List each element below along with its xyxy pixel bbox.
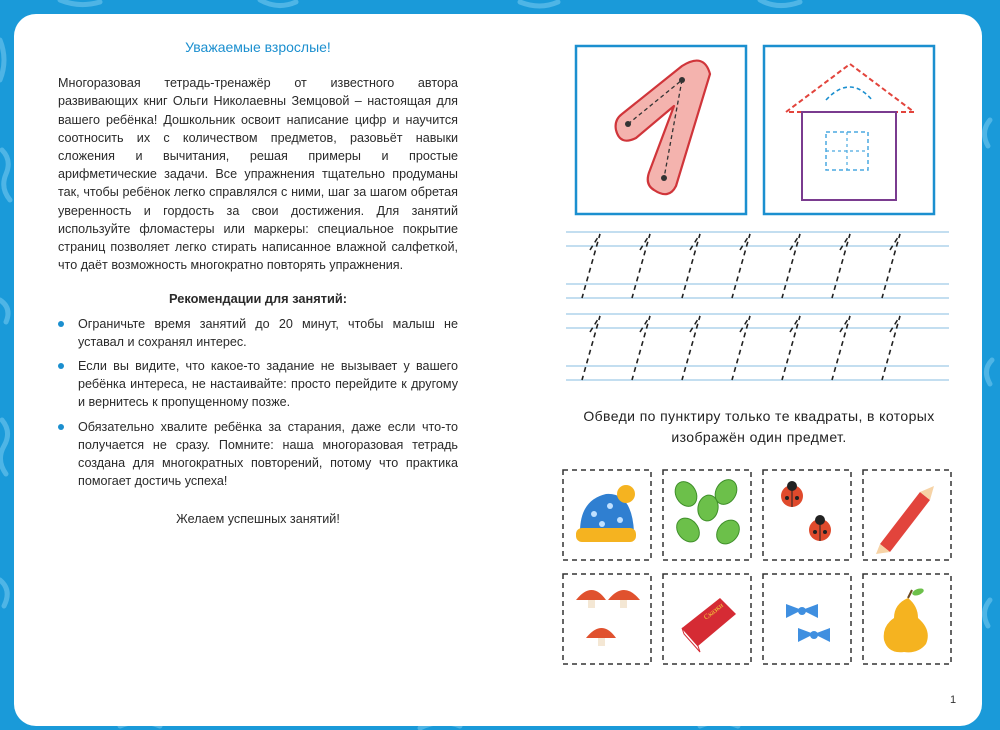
trace-digit-one bbox=[882, 316, 900, 380]
recommendations-title: Рекомендации для занятий: bbox=[169, 291, 347, 307]
card-bows bbox=[763, 574, 851, 664]
trace-digit-one bbox=[732, 234, 750, 298]
trace-digit-one bbox=[682, 234, 700, 298]
trace-digit-one bbox=[632, 234, 650, 298]
exercise-area bbox=[14, 14, 982, 726]
trace-digit-one bbox=[782, 316, 800, 380]
trace-digit-one bbox=[882, 234, 900, 298]
recommendation-text: Если вы видите, что какое-то задание не вызывает у вашего ребёнка интереса, не настаивайте: просто перейдите к другому и вернитесь к пропущенному позже. bbox=[78, 359, 458, 410]
trace-digit-one bbox=[782, 234, 800, 298]
recommendation-text: Обязательно хвалите ребёнка за старания, даже если что-то получается не сразу. Помните: наша многоразовая тетрадь создана для многократных повторений, потому что практика помогает достичь успеха! bbox=[78, 419, 458, 489]
workbook-page bbox=[14, 14, 982, 726]
trace-digit-one bbox=[682, 316, 700, 380]
card-mushrooms bbox=[563, 574, 651, 664]
page-number: 1 bbox=[950, 694, 957, 706]
note-title: Уважаемые взрослые! bbox=[185, 39, 331, 55]
writing-lines bbox=[566, 232, 949, 380]
closing-wish: Желаем успешных занятий! bbox=[176, 512, 340, 527]
trace-row bbox=[582, 316, 900, 380]
book-label: Сказки bbox=[701, 600, 725, 622]
trace-digit-one bbox=[732, 316, 750, 380]
exercise-instruction: Обведи по пунктиру только те квадраты, в которых изображён один предмет. bbox=[583, 408, 935, 445]
card-ladybugs bbox=[763, 470, 851, 560]
house-card bbox=[764, 46, 934, 214]
recommendation-text: Ограничьте время занятий до 20 минут, чтобы малыш не уставал и сохранял интерес. bbox=[78, 316, 458, 349]
digit-one-card bbox=[576, 46, 746, 214]
trace-digit-one bbox=[832, 234, 850, 298]
intro-paragraph: Многоразовая тетрадь-тренажёр от известного автора развивающих книг Ольги Николаевны Земцовой – настоящая для вашего ребёнка! Дошкольник освоит написание цифр и научится соотносить их с количеством предметов, разовьёт навыки сложения и вычитания, решая примеры и простые арифметические задачи. Все упражнения тщательно продуманы так, чтобы ребёнок легко справлялся с ними, шаг за шагом обретая уверенность и гордость за свои достижения. Для занятий используйте фломастеры или маркеры: специальное покрытие страниц позволяет легко стирать написанное влажной салфеткой, что даёт возможность многократно повторять упражнения. bbox=[58, 76, 458, 273]
trace-digit-one bbox=[832, 316, 850, 380]
trace-row bbox=[582, 234, 900, 298]
picture-cards bbox=[563, 470, 951, 664]
trace-digit-one bbox=[582, 316, 600, 380]
trace-digit-one bbox=[582, 234, 600, 298]
trace-digit-one bbox=[632, 316, 650, 380]
